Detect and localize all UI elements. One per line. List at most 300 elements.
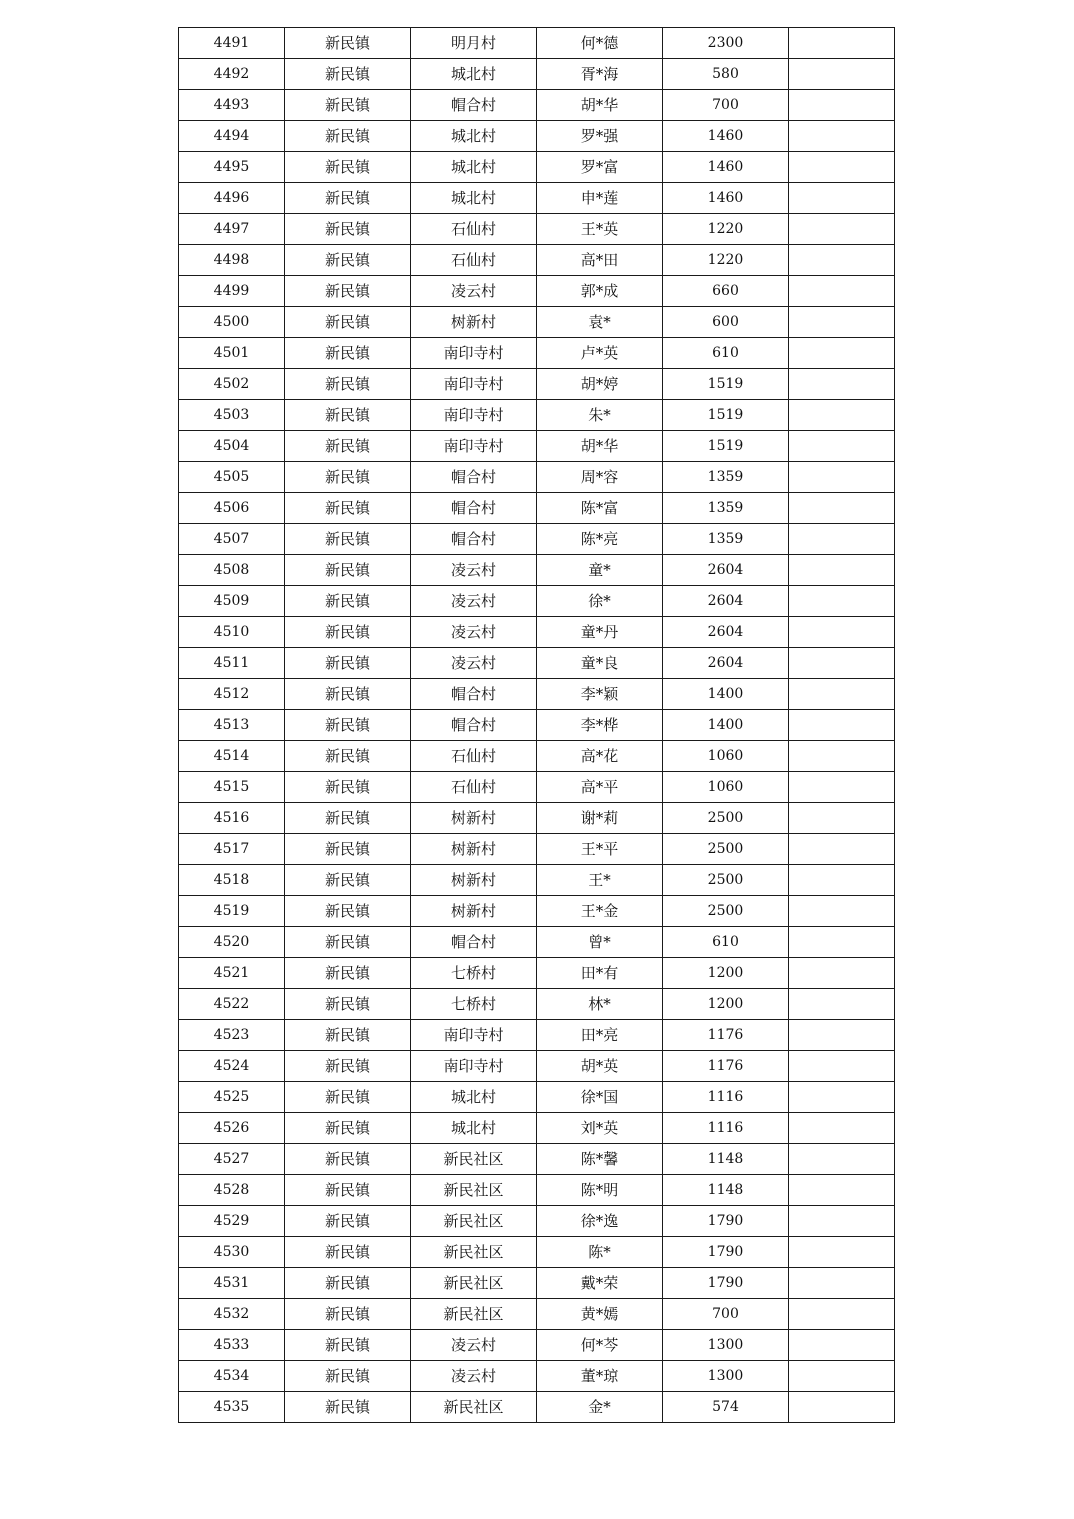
cell-town: 新民镇 [285, 896, 411, 927]
cell-town: 新民镇 [285, 1206, 411, 1237]
cell-town: 新民镇 [285, 276, 411, 307]
table-row [179, 803, 895, 834]
cell-amount: 1176 [663, 1020, 789, 1051]
cell-village: 南印寺村 [411, 400, 537, 431]
cell-town: 新民镇 [285, 1392, 411, 1423]
cell-person-name: 陈*富 [537, 493, 663, 524]
cell-amount: 2300 [663, 28, 789, 59]
cell-person-name: 童*丹 [537, 617, 663, 648]
cell-amount: 610 [663, 338, 789, 369]
cell-serial-number: 4510 [179, 617, 285, 648]
table-row [179, 710, 895, 741]
cell-town: 新民镇 [285, 865, 411, 896]
cell-amount: 580 [663, 59, 789, 90]
cell-note [789, 555, 895, 586]
cell-note [789, 741, 895, 772]
cell-town: 新民镇 [285, 927, 411, 958]
table-row [179, 524, 895, 555]
cell-village: 南印寺村 [411, 1020, 537, 1051]
cell-note [789, 710, 895, 741]
cell-note [789, 1330, 895, 1361]
cell-serial-number: 4498 [179, 245, 285, 276]
cell-person-name: 陈*亮 [537, 524, 663, 555]
cell-serial-number: 4533 [179, 1330, 285, 1361]
cell-village: 石仙村 [411, 245, 537, 276]
cell-serial-number: 4518 [179, 865, 285, 896]
cell-serial-number: 4502 [179, 369, 285, 400]
table-row [179, 927, 895, 958]
cell-person-name: 王*金 [537, 896, 663, 927]
cell-town: 新民镇 [285, 958, 411, 989]
cell-amount: 2500 [663, 865, 789, 896]
cell-person-name: 李*颖 [537, 679, 663, 710]
table-row [179, 245, 895, 276]
cell-note [789, 803, 895, 834]
cell-amount: 1460 [663, 152, 789, 183]
cell-village: 树新村 [411, 803, 537, 834]
cell-amount: 1400 [663, 710, 789, 741]
table-row [179, 1299, 895, 1330]
cell-serial-number: 4495 [179, 152, 285, 183]
cell-amount: 1519 [663, 431, 789, 462]
cell-town: 新民镇 [285, 772, 411, 803]
cell-serial-number: 4508 [179, 555, 285, 586]
cell-person-name: 胡*婷 [537, 369, 663, 400]
cell-village: 城北村 [411, 1113, 537, 1144]
table-row [179, 1268, 895, 1299]
cell-note [789, 772, 895, 803]
cell-amount: 1060 [663, 772, 789, 803]
cell-serial-number: 4500 [179, 307, 285, 338]
cell-person-name: 高*平 [537, 772, 663, 803]
cell-note [789, 400, 895, 431]
cell-note [789, 1361, 895, 1392]
cell-amount: 600 [663, 307, 789, 338]
cell-serial-number: 4492 [179, 59, 285, 90]
cell-village: 树新村 [411, 834, 537, 865]
cell-town: 新民镇 [285, 1051, 411, 1082]
table-row [179, 1206, 895, 1237]
cell-serial-number: 4504 [179, 431, 285, 462]
cell-village: 石仙村 [411, 741, 537, 772]
cell-person-name: 胥*海 [537, 59, 663, 90]
cell-amount: 1359 [663, 493, 789, 524]
cell-town: 新民镇 [285, 462, 411, 493]
cell-person-name: 朱* [537, 400, 663, 431]
cell-village: 凌云村 [411, 586, 537, 617]
cell-note [789, 183, 895, 214]
cell-person-name: 陈*明 [537, 1175, 663, 1206]
table-row [179, 865, 895, 896]
cell-person-name: 董*琼 [537, 1361, 663, 1392]
cell-amount: 1200 [663, 958, 789, 989]
cell-amount: 1790 [663, 1268, 789, 1299]
cell-serial-number: 4497 [179, 214, 285, 245]
table-row [179, 1020, 895, 1051]
cell-note [789, 152, 895, 183]
cell-serial-number: 4530 [179, 1237, 285, 1268]
cell-village: 凌云村 [411, 1361, 537, 1392]
cell-village: 凌云村 [411, 555, 537, 586]
cell-village: 南印寺村 [411, 1051, 537, 1082]
cell-person-name: 申*莲 [537, 183, 663, 214]
cell-amount: 610 [663, 927, 789, 958]
cell-person-name: 田*亮 [537, 1020, 663, 1051]
cell-town: 新民镇 [285, 493, 411, 524]
cell-serial-number: 4525 [179, 1082, 285, 1113]
table-row [179, 152, 895, 183]
cell-note [789, 28, 895, 59]
cell-note [789, 524, 895, 555]
cell-amount: 1359 [663, 462, 789, 493]
cell-village: 树新村 [411, 896, 537, 927]
table-row [179, 586, 895, 617]
table-row [179, 90, 895, 121]
cell-serial-number: 4527 [179, 1144, 285, 1175]
cell-town: 新民镇 [285, 183, 411, 214]
cell-serial-number: 4532 [179, 1299, 285, 1330]
subsidy-table [178, 27, 895, 1423]
cell-person-name: 童* [537, 555, 663, 586]
cell-village: 城北村 [411, 152, 537, 183]
cell-town: 新民镇 [285, 1330, 411, 1361]
cell-serial-number: 4520 [179, 927, 285, 958]
cell-person-name: 胡*华 [537, 431, 663, 462]
cell-serial-number: 4517 [179, 834, 285, 865]
cell-note [789, 617, 895, 648]
cell-amount: 700 [663, 90, 789, 121]
cell-serial-number: 4519 [179, 896, 285, 927]
cell-note [789, 462, 895, 493]
cell-person-name: 王* [537, 865, 663, 896]
cell-amount: 574 [663, 1392, 789, 1423]
cell-serial-number: 4512 [179, 679, 285, 710]
cell-village: 南印寺村 [411, 369, 537, 400]
cell-town: 新民镇 [285, 617, 411, 648]
cell-village: 石仙村 [411, 772, 537, 803]
cell-person-name: 胡*华 [537, 90, 663, 121]
cell-serial-number: 4516 [179, 803, 285, 834]
cell-amount: 2500 [663, 834, 789, 865]
table-row [179, 741, 895, 772]
cell-person-name: 高*田 [537, 245, 663, 276]
cell-serial-number: 4534 [179, 1361, 285, 1392]
table-row [179, 896, 895, 927]
cell-serial-number: 4535 [179, 1392, 285, 1423]
table-row [179, 214, 895, 245]
cell-town: 新民镇 [285, 679, 411, 710]
cell-person-name: 胡*英 [537, 1051, 663, 1082]
cell-note [789, 431, 895, 462]
table-row [179, 493, 895, 524]
cell-town: 新民镇 [285, 1299, 411, 1330]
cell-serial-number: 4496 [179, 183, 285, 214]
cell-serial-number: 4528 [179, 1175, 285, 1206]
table-row [179, 555, 895, 586]
cell-town: 新民镇 [285, 989, 411, 1020]
table-row [179, 121, 895, 152]
cell-amount: 1460 [663, 183, 789, 214]
cell-person-name: 罗*强 [537, 121, 663, 152]
cell-amount: 1220 [663, 214, 789, 245]
cell-town: 新民镇 [285, 741, 411, 772]
table-row [179, 772, 895, 803]
cell-note [789, 958, 895, 989]
cell-serial-number: 4507 [179, 524, 285, 555]
table-row [179, 338, 895, 369]
table-row [179, 1051, 895, 1082]
cell-village: 帽合村 [411, 90, 537, 121]
cell-town: 新民镇 [285, 586, 411, 617]
table-row [179, 183, 895, 214]
cell-person-name: 曾* [537, 927, 663, 958]
cell-town: 新民镇 [285, 152, 411, 183]
cell-amount: 2604 [663, 648, 789, 679]
cell-serial-number: 4493 [179, 90, 285, 121]
cell-village: 新民社区 [411, 1392, 537, 1423]
cell-village: 帽合村 [411, 710, 537, 741]
cell-note [789, 1144, 895, 1175]
cell-person-name: 陈*馨 [537, 1144, 663, 1175]
cell-person-name: 何*芩 [537, 1330, 663, 1361]
table-row [179, 1392, 895, 1423]
cell-note [789, 1020, 895, 1051]
cell-serial-number: 4523 [179, 1020, 285, 1051]
cell-person-name: 卢*英 [537, 338, 663, 369]
cell-note [789, 989, 895, 1020]
cell-amount: 1176 [663, 1051, 789, 1082]
cell-village: 明月村 [411, 28, 537, 59]
cell-note [789, 276, 895, 307]
cell-serial-number: 4522 [179, 989, 285, 1020]
cell-serial-number: 4506 [179, 493, 285, 524]
cell-amount: 1116 [663, 1082, 789, 1113]
cell-serial-number: 4513 [179, 710, 285, 741]
cell-village: 七桥村 [411, 958, 537, 989]
cell-amount: 1790 [663, 1237, 789, 1268]
cell-amount: 1200 [663, 989, 789, 1020]
cell-person-name: 高*花 [537, 741, 663, 772]
cell-note [789, 338, 895, 369]
table-row [179, 989, 895, 1020]
cell-town: 新民镇 [285, 1144, 411, 1175]
cell-serial-number: 4509 [179, 586, 285, 617]
cell-person-name: 黄*嫣 [537, 1299, 663, 1330]
cell-town: 新民镇 [285, 1175, 411, 1206]
cell-village: 新民社区 [411, 1175, 537, 1206]
cell-serial-number: 4531 [179, 1268, 285, 1299]
cell-person-name: 袁* [537, 307, 663, 338]
table-row [179, 1144, 895, 1175]
cell-note [789, 679, 895, 710]
cell-town: 新民镇 [285, 121, 411, 152]
table-row [179, 958, 895, 989]
cell-village: 帽合村 [411, 462, 537, 493]
cell-serial-number: 4529 [179, 1206, 285, 1237]
cell-note [789, 245, 895, 276]
cell-amount: 1400 [663, 679, 789, 710]
cell-serial-number: 4505 [179, 462, 285, 493]
table-row [179, 679, 895, 710]
table-row [179, 1330, 895, 1361]
table-row [179, 307, 895, 338]
cell-town: 新民镇 [285, 710, 411, 741]
table-row [179, 28, 895, 59]
cell-town: 新民镇 [285, 1237, 411, 1268]
cell-serial-number: 4524 [179, 1051, 285, 1082]
cell-town: 新民镇 [285, 555, 411, 586]
table-row [179, 617, 895, 648]
cell-person-name: 罗*富 [537, 152, 663, 183]
cell-serial-number: 4491 [179, 28, 285, 59]
cell-amount: 1359 [663, 524, 789, 555]
table-row [179, 431, 895, 462]
cell-amount: 1060 [663, 741, 789, 772]
cell-person-name: 郭*成 [537, 276, 663, 307]
cell-note [789, 121, 895, 152]
cell-note [789, 896, 895, 927]
cell-village: 城北村 [411, 59, 537, 90]
cell-village: 帽合村 [411, 524, 537, 555]
cell-village: 凌云村 [411, 1330, 537, 1361]
cell-village: 帽合村 [411, 493, 537, 524]
cell-amount: 1220 [663, 245, 789, 276]
cell-town: 新民镇 [285, 834, 411, 865]
cell-note [789, 648, 895, 679]
cell-village: 凌云村 [411, 617, 537, 648]
cell-amount: 1790 [663, 1206, 789, 1237]
cell-village: 新民社区 [411, 1299, 537, 1330]
cell-amount: 700 [663, 1299, 789, 1330]
table-row [179, 648, 895, 679]
cell-village: 新民社区 [411, 1206, 537, 1237]
cell-serial-number: 4526 [179, 1113, 285, 1144]
cell-serial-number: 4515 [179, 772, 285, 803]
cell-village: 城北村 [411, 183, 537, 214]
table-row [179, 834, 895, 865]
table-body [179, 28, 895, 1423]
cell-village: 树新村 [411, 865, 537, 896]
cell-village: 新民社区 [411, 1237, 537, 1268]
cell-village: 新民社区 [411, 1144, 537, 1175]
cell-person-name: 何*德 [537, 28, 663, 59]
cell-town: 新民镇 [285, 1020, 411, 1051]
cell-note [789, 586, 895, 617]
cell-town: 新民镇 [285, 431, 411, 462]
cell-person-name: 王*英 [537, 214, 663, 245]
cell-person-name: 戴*荣 [537, 1268, 663, 1299]
cell-note [789, 90, 895, 121]
cell-note [789, 1082, 895, 1113]
cell-village: 新民社区 [411, 1268, 537, 1299]
cell-amount: 2500 [663, 896, 789, 927]
cell-person-name: 王*平 [537, 834, 663, 865]
cell-village: 七桥村 [411, 989, 537, 1020]
cell-note [789, 1392, 895, 1423]
document-page [178, 27, 894, 1423]
cell-note [789, 927, 895, 958]
cell-note [789, 493, 895, 524]
cell-note [789, 1237, 895, 1268]
cell-note [789, 1051, 895, 1082]
cell-note [789, 1268, 895, 1299]
cell-person-name: 金* [537, 1392, 663, 1423]
cell-town: 新民镇 [285, 59, 411, 90]
cell-serial-number: 4511 [179, 648, 285, 679]
cell-serial-number: 4501 [179, 338, 285, 369]
cell-town: 新民镇 [285, 307, 411, 338]
cell-village: 城北村 [411, 1082, 537, 1113]
cell-town: 新民镇 [285, 369, 411, 400]
cell-person-name: 陈* [537, 1237, 663, 1268]
cell-serial-number: 4503 [179, 400, 285, 431]
cell-serial-number: 4499 [179, 276, 285, 307]
cell-village: 南印寺村 [411, 431, 537, 462]
table-row [179, 1361, 895, 1392]
cell-amount: 1460 [663, 121, 789, 152]
cell-village: 城北村 [411, 121, 537, 152]
cell-village: 帽合村 [411, 679, 537, 710]
table-row [179, 1237, 895, 1268]
cell-serial-number: 4521 [179, 958, 285, 989]
cell-village: 南印寺村 [411, 338, 537, 369]
table-row [179, 462, 895, 493]
cell-person-name: 李*桦 [537, 710, 663, 741]
cell-village: 树新村 [411, 307, 537, 338]
cell-town: 新民镇 [285, 1082, 411, 1113]
cell-amount: 1148 [663, 1144, 789, 1175]
cell-amount: 1519 [663, 400, 789, 431]
table-row [179, 400, 895, 431]
cell-note [789, 214, 895, 245]
cell-village: 帽合村 [411, 927, 537, 958]
cell-person-name: 刘*英 [537, 1113, 663, 1144]
cell-town: 新民镇 [285, 1268, 411, 1299]
table-row [179, 1082, 895, 1113]
cell-amount: 1519 [663, 369, 789, 400]
cell-town: 新民镇 [285, 90, 411, 121]
cell-town: 新民镇 [285, 803, 411, 834]
cell-town: 新民镇 [285, 28, 411, 59]
cell-person-name: 徐*逸 [537, 1206, 663, 1237]
cell-village: 石仙村 [411, 214, 537, 245]
cell-person-name: 童*良 [537, 648, 663, 679]
cell-note [789, 834, 895, 865]
cell-amount: 2500 [663, 803, 789, 834]
cell-village: 凌云村 [411, 648, 537, 679]
cell-note [789, 865, 895, 896]
table-row [179, 369, 895, 400]
cell-amount: 1300 [663, 1330, 789, 1361]
cell-person-name: 谢*莉 [537, 803, 663, 834]
table-row [179, 276, 895, 307]
cell-amount: 660 [663, 276, 789, 307]
cell-serial-number: 4514 [179, 741, 285, 772]
cell-amount: 1148 [663, 1175, 789, 1206]
cell-person-name: 徐* [537, 586, 663, 617]
cell-note [789, 1206, 895, 1237]
cell-amount: 1300 [663, 1361, 789, 1392]
cell-town: 新民镇 [285, 338, 411, 369]
cell-note [789, 307, 895, 338]
cell-town: 新民镇 [285, 1113, 411, 1144]
cell-person-name: 林* [537, 989, 663, 1020]
cell-town: 新民镇 [285, 245, 411, 276]
table-row [179, 1175, 895, 1206]
cell-amount: 2604 [663, 555, 789, 586]
cell-town: 新民镇 [285, 214, 411, 245]
cell-note [789, 1113, 895, 1144]
